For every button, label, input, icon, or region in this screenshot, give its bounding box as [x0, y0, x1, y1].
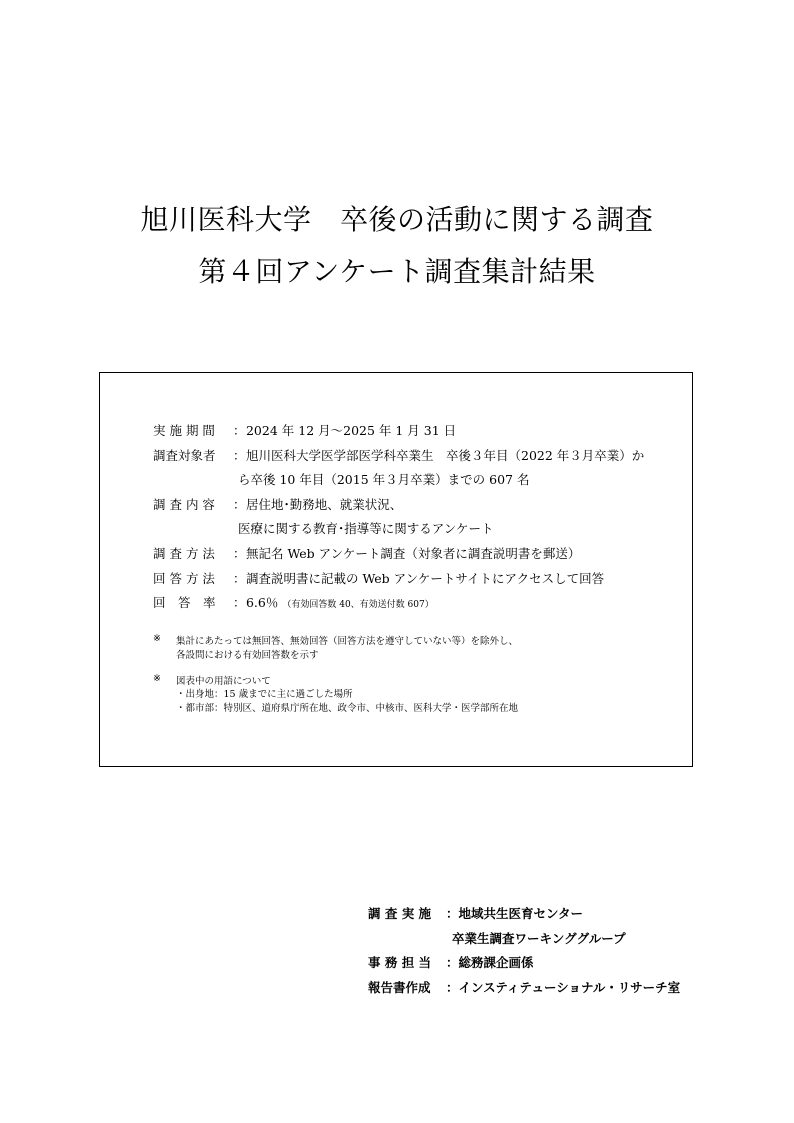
note1-line1: 集計にあたっては無回答、無効回答（回答方法を遵守していない等）を除外し、 [176, 636, 519, 647]
footer-conducted: 調 査 実 施 ：地域共生医育センター [368, 906, 584, 921]
period-value: 2024 年 12 月～2025 年 1 月 31 日 [245, 423, 457, 438]
note-mark-2: ※ [153, 673, 161, 684]
target-row: 調査対象者 ： 旭川医科大学医学部医学科卒業生 卒後３年目（2022 年３月卒業）か [153, 448, 645, 463]
answer-method-label: 回 答 方 法 [153, 571, 215, 586]
response-rate-note: （有効回答数 40、有効送付数 607） [282, 600, 434, 610]
response-rate-row: 回 答 率 ： 6.6％ （有効回答数 40、有効送付数 607） [153, 595, 434, 610]
note2-item2: ・都市部：特別区、道府県庁所在地、政令市、中核市、医科大学・医学部所在地 [176, 703, 519, 714]
footer-office: 事 務 担 当 ：総務課企画係 [368, 955, 534, 970]
method-row: 調 査 方 法 ： 無記名 Web アンケート調査（対象者に調査説明書を郵送） [153, 546, 581, 561]
note-mark-1: ※ [153, 633, 161, 644]
note2-title: 図表中の用語について [176, 676, 271, 687]
target-value-cont: ら卒後 10 年目（2015 年３月卒業）までの 607 名 [238, 472, 530, 487]
method-value: 無記名 Web アンケート調査（対象者に調査説明書を郵送） [245, 546, 581, 561]
response-rate-label: 回 答 率 [153, 595, 216, 610]
footer-office-label: 事 務 担 当 [368, 955, 432, 970]
footer-conducted-label: 調 査 実 施 [368, 906, 432, 921]
answer-method-row: 回 答 方 法 ： 調査説明書に記載の Web アンケートサイトにアクセスして回答 [153, 571, 605, 586]
content-value-cont: 医療に関する教育･指導等に関するアンケート [238, 521, 494, 536]
content-value: 居住地･勤務地、就業状況、 [245, 497, 403, 512]
page-subtitle: 第４回アンケート調査集計結果 [198, 255, 596, 288]
content-row: 調 査 内 容 ： 居住地･勤務地、就業状況、 [153, 497, 403, 512]
note2-item1: ・出身地：15 歳までに主に過ごした場所 [176, 689, 353, 700]
method-label: 調 査 方 法 [153, 546, 215, 561]
note1-line2: 各設問における有効回答数を示す [176, 650, 319, 661]
footer-office-value: 総務課企画係 [458, 955, 534, 970]
page-title: 旭川医科大学 卒後の活動に関する調査 [140, 203, 654, 236]
answer-method-value: 調査説明書に記載の Web アンケートサイトにアクセスして回答 [245, 571, 605, 586]
footer-author-label: 報告書作成 [368, 980, 431, 995]
response-rate-value: 6.6％ [245, 595, 279, 610]
target-value: 旭川医科大学医学部医学科卒業生 卒後３年目（2022 年３月卒業）か [245, 448, 645, 463]
footer-author-value: インスティテューショナル・リサーチ室 [458, 980, 681, 995]
period-label: 実 施 期 間 [153, 423, 215, 438]
footer-conducted-cont: 卒業生調査ワーキンググループ [452, 931, 626, 946]
footer-conducted-value: 地域共生医育センター [458, 906, 584, 921]
footer-author: 報告書作成 ：インスティテューショナル・リサーチ室 [368, 980, 681, 995]
survey-summary-box [99, 372, 693, 767]
target-label: 調査対象者 [153, 448, 216, 463]
content-label: 調 査 内 容 [153, 497, 215, 512]
period-row: 実 施 期 間 ： 2024 年 12 月～2025 年 1 月 31 日 [153, 423, 457, 438]
